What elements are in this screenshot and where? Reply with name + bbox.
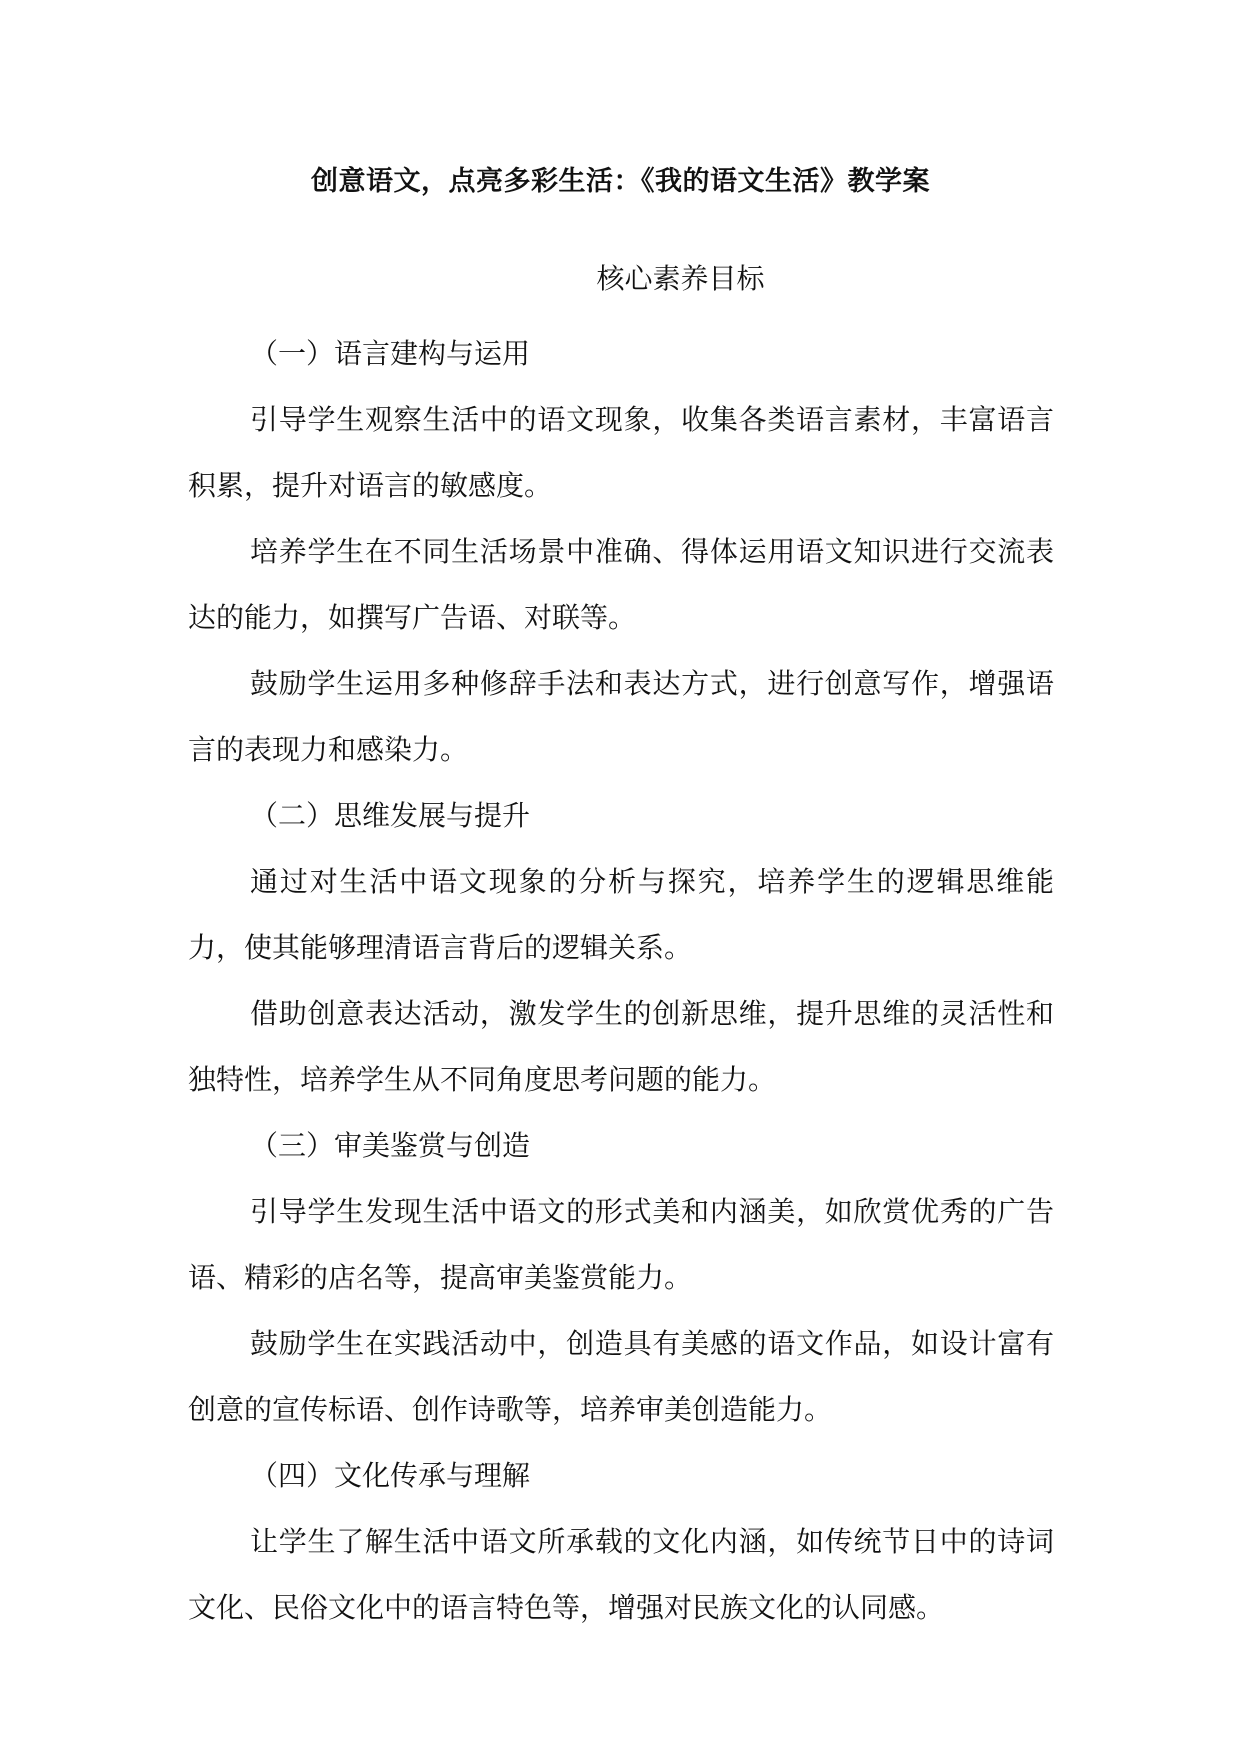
paragraph: 让学生了解生活中语文所承载的文化内涵，如传统节日中的诗词文化、民俗文化中的语言特色等，增强对民族文化的认同感。: [188, 1525, 1054, 1624]
paragraph: 引导学生发现生活中语文的形式美和内涵美，如欣赏优秀的广告语、精彩的店名等，提高审美鉴赏能力。: [188, 1195, 1054, 1294]
section-title: 核心素养目标: [596, 262, 765, 295]
paragraph: 通过对生活中语文现象的分析与探究，培养学生的逻辑思维能力，使其能够理清语言背后的逻辑关系。: [188, 865, 1054, 964]
subsection-heading: （三）审美鉴赏与创造: [250, 1129, 531, 1162]
subsection-heading: （二）思维发展与提升: [250, 799, 531, 832]
paragraph: 鼓励学生运用多种修辞手法和表达方式，进行创意写作，增强语言的表现力和感染力。: [188, 667, 1054, 766]
paragraph: 培养学生在不同生活场景中准确、得体运用语文知识进行交流表达的能力，如撰写广告语、对联等。: [188, 535, 1054, 634]
subsection-heading: （四）文化传承与理解: [250, 1459, 531, 1492]
document-body: [188, 321, 1054, 1641]
subsection-heading: （一）语言建构与运用: [250, 337, 531, 370]
paragraph: 借助创意表达活动，激发学生的创新思维，提升思维的灵活性和独特性，培养学生从不同角度思考问题的能力。: [188, 997, 1054, 1096]
document-title: 创意语文，点亮多彩生活：《我的语文生活》教学案: [311, 166, 930, 197]
paragraph: 引导学生观察生活中的语文现象，收集各类语言素材，丰富语言积累，提升对语言的敏感度。: [188, 403, 1054, 502]
paragraph: 鼓励学生在实践活动中，创造具有美感的语文作品，如设计富有创意的宣传标语、创作诗歌等，培养审美创造能力。: [188, 1327, 1054, 1426]
